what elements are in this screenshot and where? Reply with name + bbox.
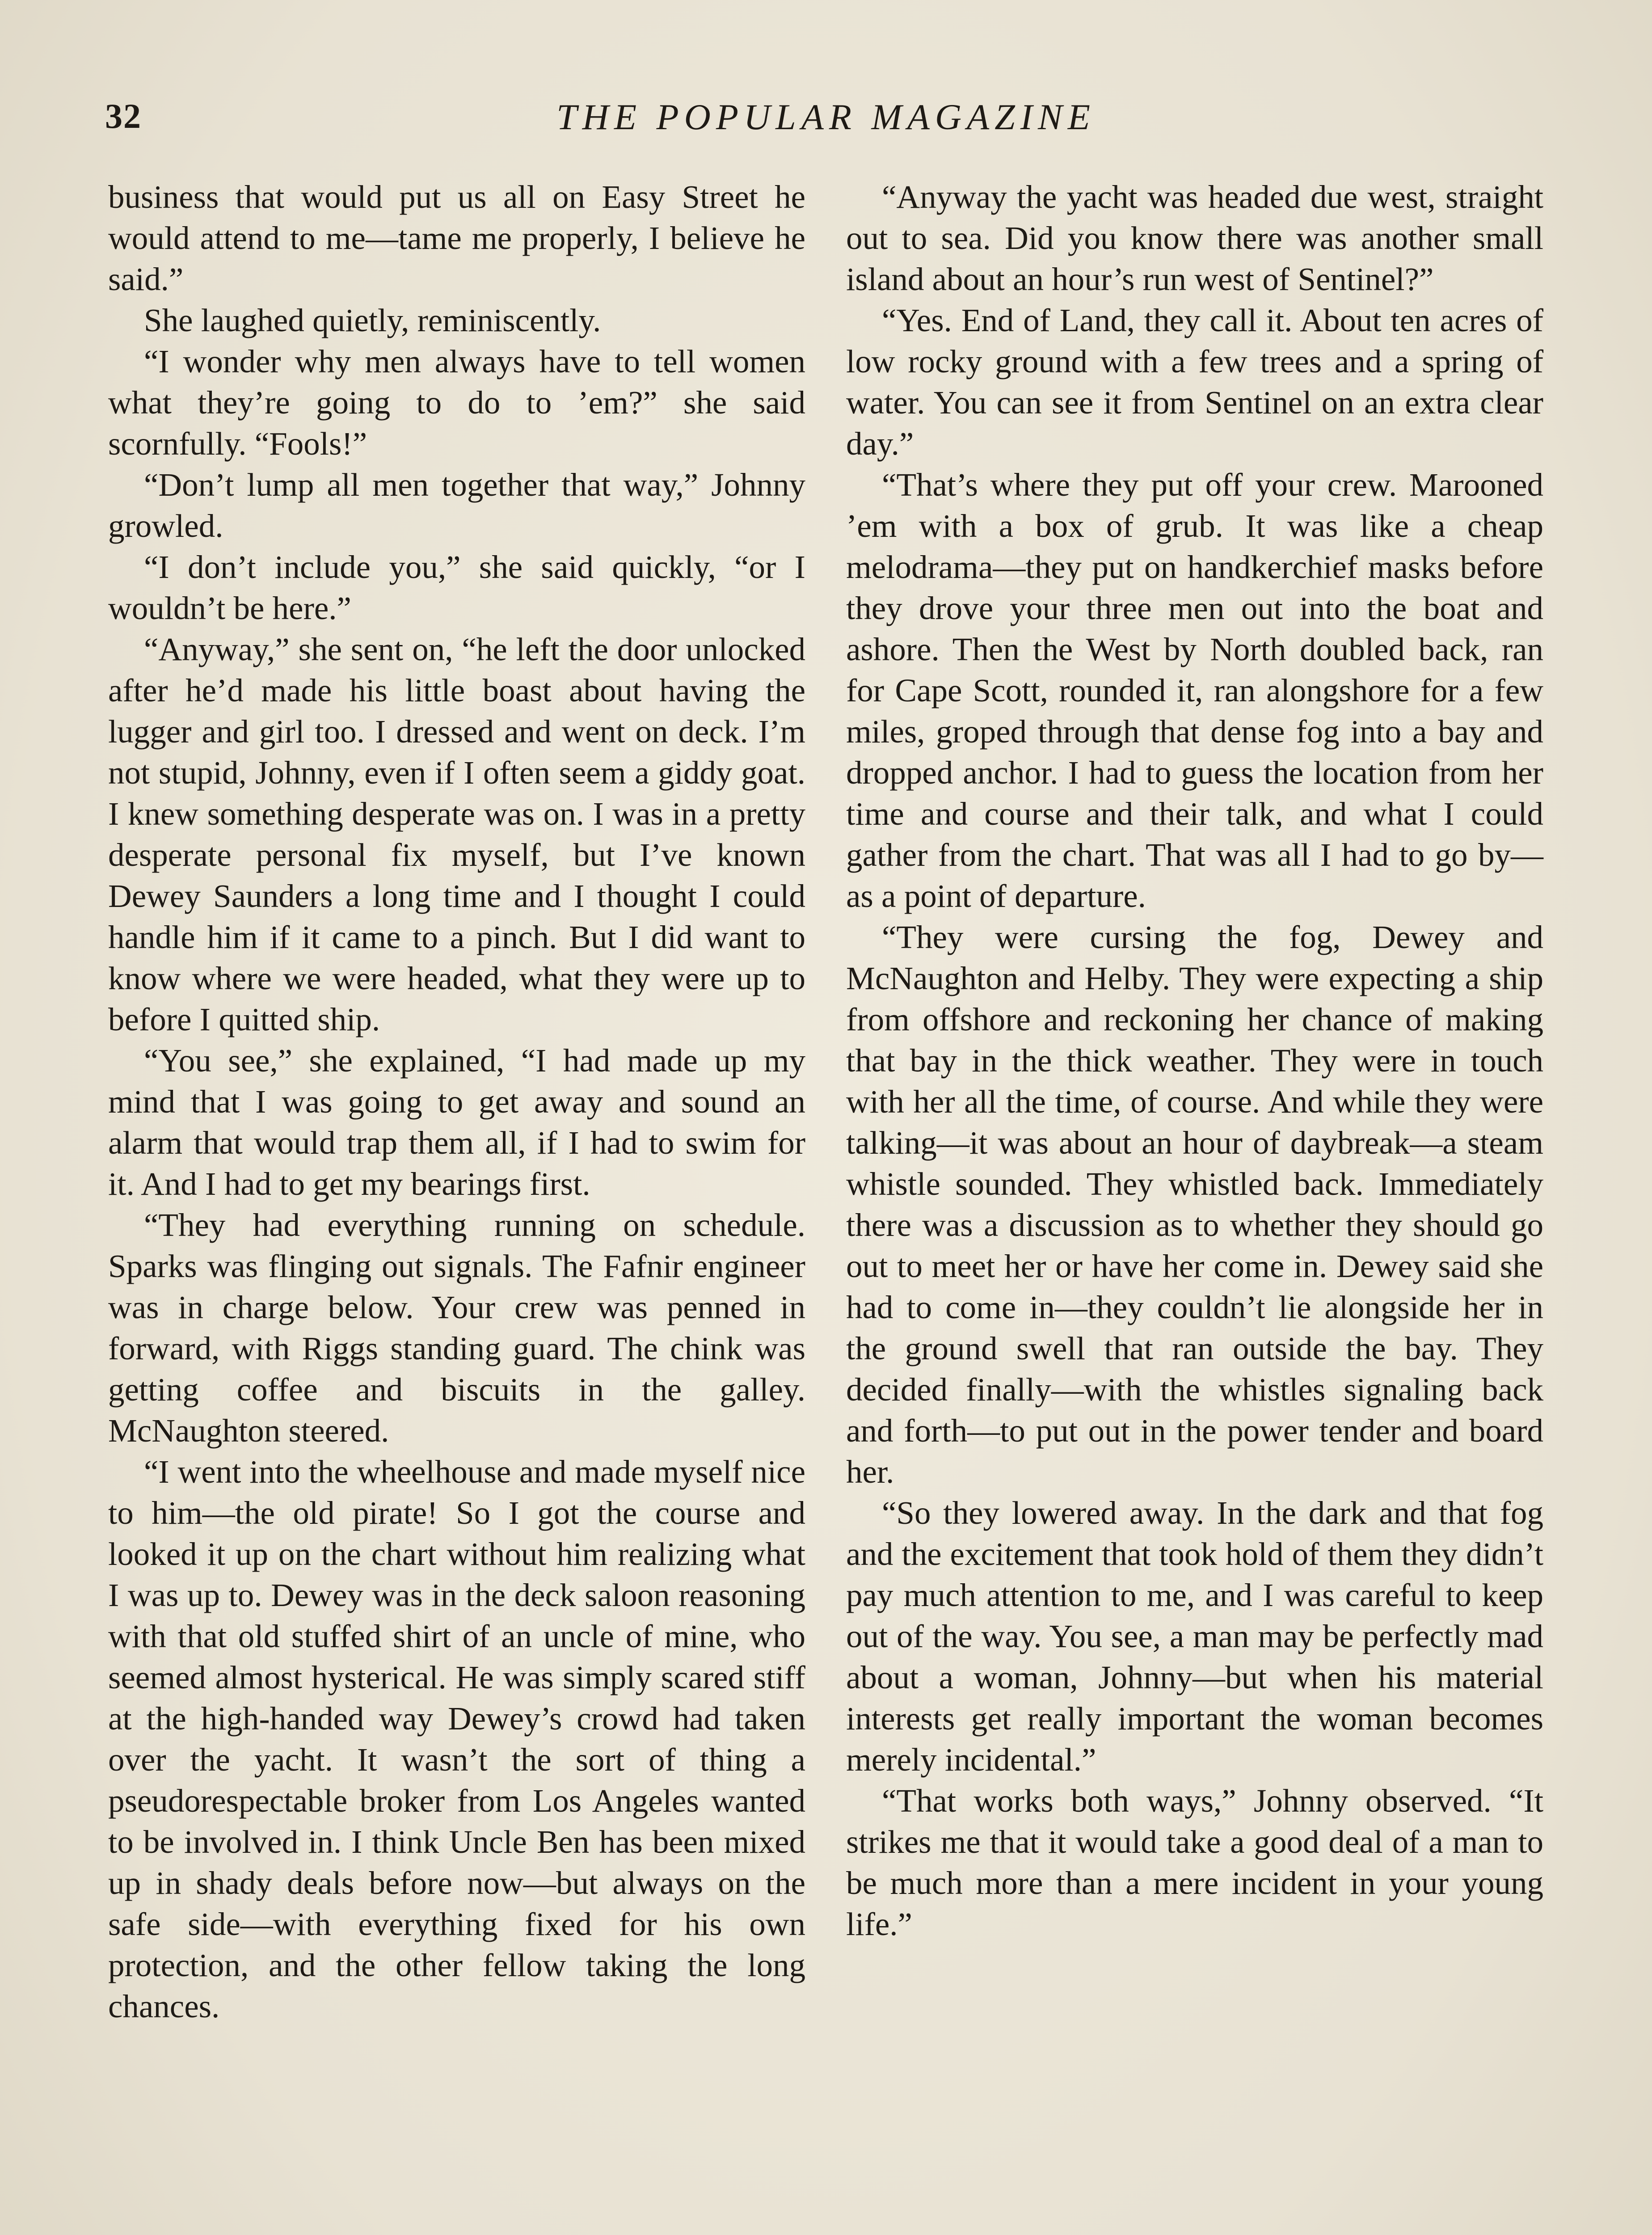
right-column [846, 177, 1543, 1945]
paragraph: “That’s where they put off your crew. Marooned ’em with a box of grub. It was like a cheap melodrama—they put on handkerchief masks before they drove your three men out into the boat and ashore. Then the West by North doubled back, ran for Cape Scott, rounded it, ran alongshore for a few miles, groped through that dense fog into a bay and dropped anchor. I had to guess the location from her time and course and their talk, and what I could gather from the chart. That was all I had to go by—as a point of departure. [846, 467, 1543, 914]
paragraph: “They were cursing the fog, Dewey and McNaughton and Helby. They were expecting a ship from offshore and reckoning her chance of making that bay in the thick weather. They were in touch with her all the time, of course. And while they were talking—it was about an hour of daybreak—a steam whistle sounded. They whistled back. Immediately there was a discussion as to whether they should go out to meet her or have her come in. Dewey said she had to come in—they couldn’t lie alongside her in the ground swell that ran outside the bay. They decided finally—with the whistles signaling back and forth—to put out in the power tender and board her. [846, 919, 1543, 1490]
paragraph: “Yes. End of Land, they call it. About ten acres of low rocky ground with a few trees and a spring of water. You can see it from Sentinel on an extra clear day.” [846, 302, 1543, 462]
paragraph: “Don’t lump all men together that way,” Johnny growled. [108, 467, 805, 544]
page-number: 32 [105, 97, 142, 135]
paragraph: “So they lowered away. In the dark and that fog and the excitement that took hold of them they didn’t pay much attention to me, and I was careful to keep out of the way. You see, a man may be perfectly mad about a woman, Johnny—but when his material interests get really important the woman becomes merely incidental.” [846, 1495, 1543, 1778]
page-header [105, 96, 1547, 145]
left-column [108, 177, 805, 2027]
paragraph: “Anyway the yacht was headed due west, straight out to sea. Did you know there was another small island about an hour’s run west of Sentinel?” [846, 179, 1543, 297]
running-title: THE POPULAR MAGAZINE [556, 97, 1096, 137]
paragraph: “They had everything running on schedule. Sparks was flinging out signals. The Fafnir engineer was in charge below. Your crew was penned in forward, with Riggs standing guard. The chink was getting coffee and biscuits in the galley. McNaughton steered. [108, 1207, 805, 1449]
paragraph: “Anyway,” she sent on, “he left the door unlocked after he’d made his little boast about having the lugger and girl too. I dressed and went on deck. I’m not stupid, Johnny, even if I often seem a giddy goat. I knew something desperate was on. I was in a pretty desperate personal fix myself, but I’ve known Dewey Saunders a long time and I thought I could handle him if it came to a pinch. But I did want to know where we were headed, what they were up to before I quitted ship. [108, 631, 805, 1037]
paragraph: “I went into the wheelhouse and made myself nice to him—the old pirate! So I got the course and looked it up on the chart without him realizing what I was up to. Dewey was in the deck saloon reasoning with that old stuffed shirt of an uncle of mine, who seemed almost hysterical. He was simply scared stiff at the high-handed way Dewey’s crowd had taken over the yacht. It wasn’t the sort of thing a pseudorespectable broker from Los Angeles wanted to be involved in. I think Uncle Ben has been mixed up in shady deals before now—but always on the safe side—with everything fixed for his own protection, and the other fellow taking the long chances. [108, 1454, 805, 2024]
paragraph: business that would put us all on Easy Street he would attend to me—tame me properly, I believe he said.” [108, 179, 805, 297]
paragraph: She laughed quietly, reminiscently. [144, 302, 601, 338]
paragraph: “I don’t include you,” she said quickly, “or I wouldn’t be here.” [108, 549, 805, 626]
paragraph: “That works both ways,” Johnny observed. “It strikes me that it would take a good deal of a man to be much more than a mere incident in your young life.” [846, 1783, 1543, 1942]
paragraph: “You see,” she explained, “I had made up my mind that I was going to get away and sound an alarm that would trap them all, if I had to swim for it. And I had to get my bearings first. [108, 1042, 805, 1202]
paragraph: “I wonder why men always have to tell women what they’re going to do to ’em?” she said scornfully. “Fools!” [108, 343, 805, 462]
